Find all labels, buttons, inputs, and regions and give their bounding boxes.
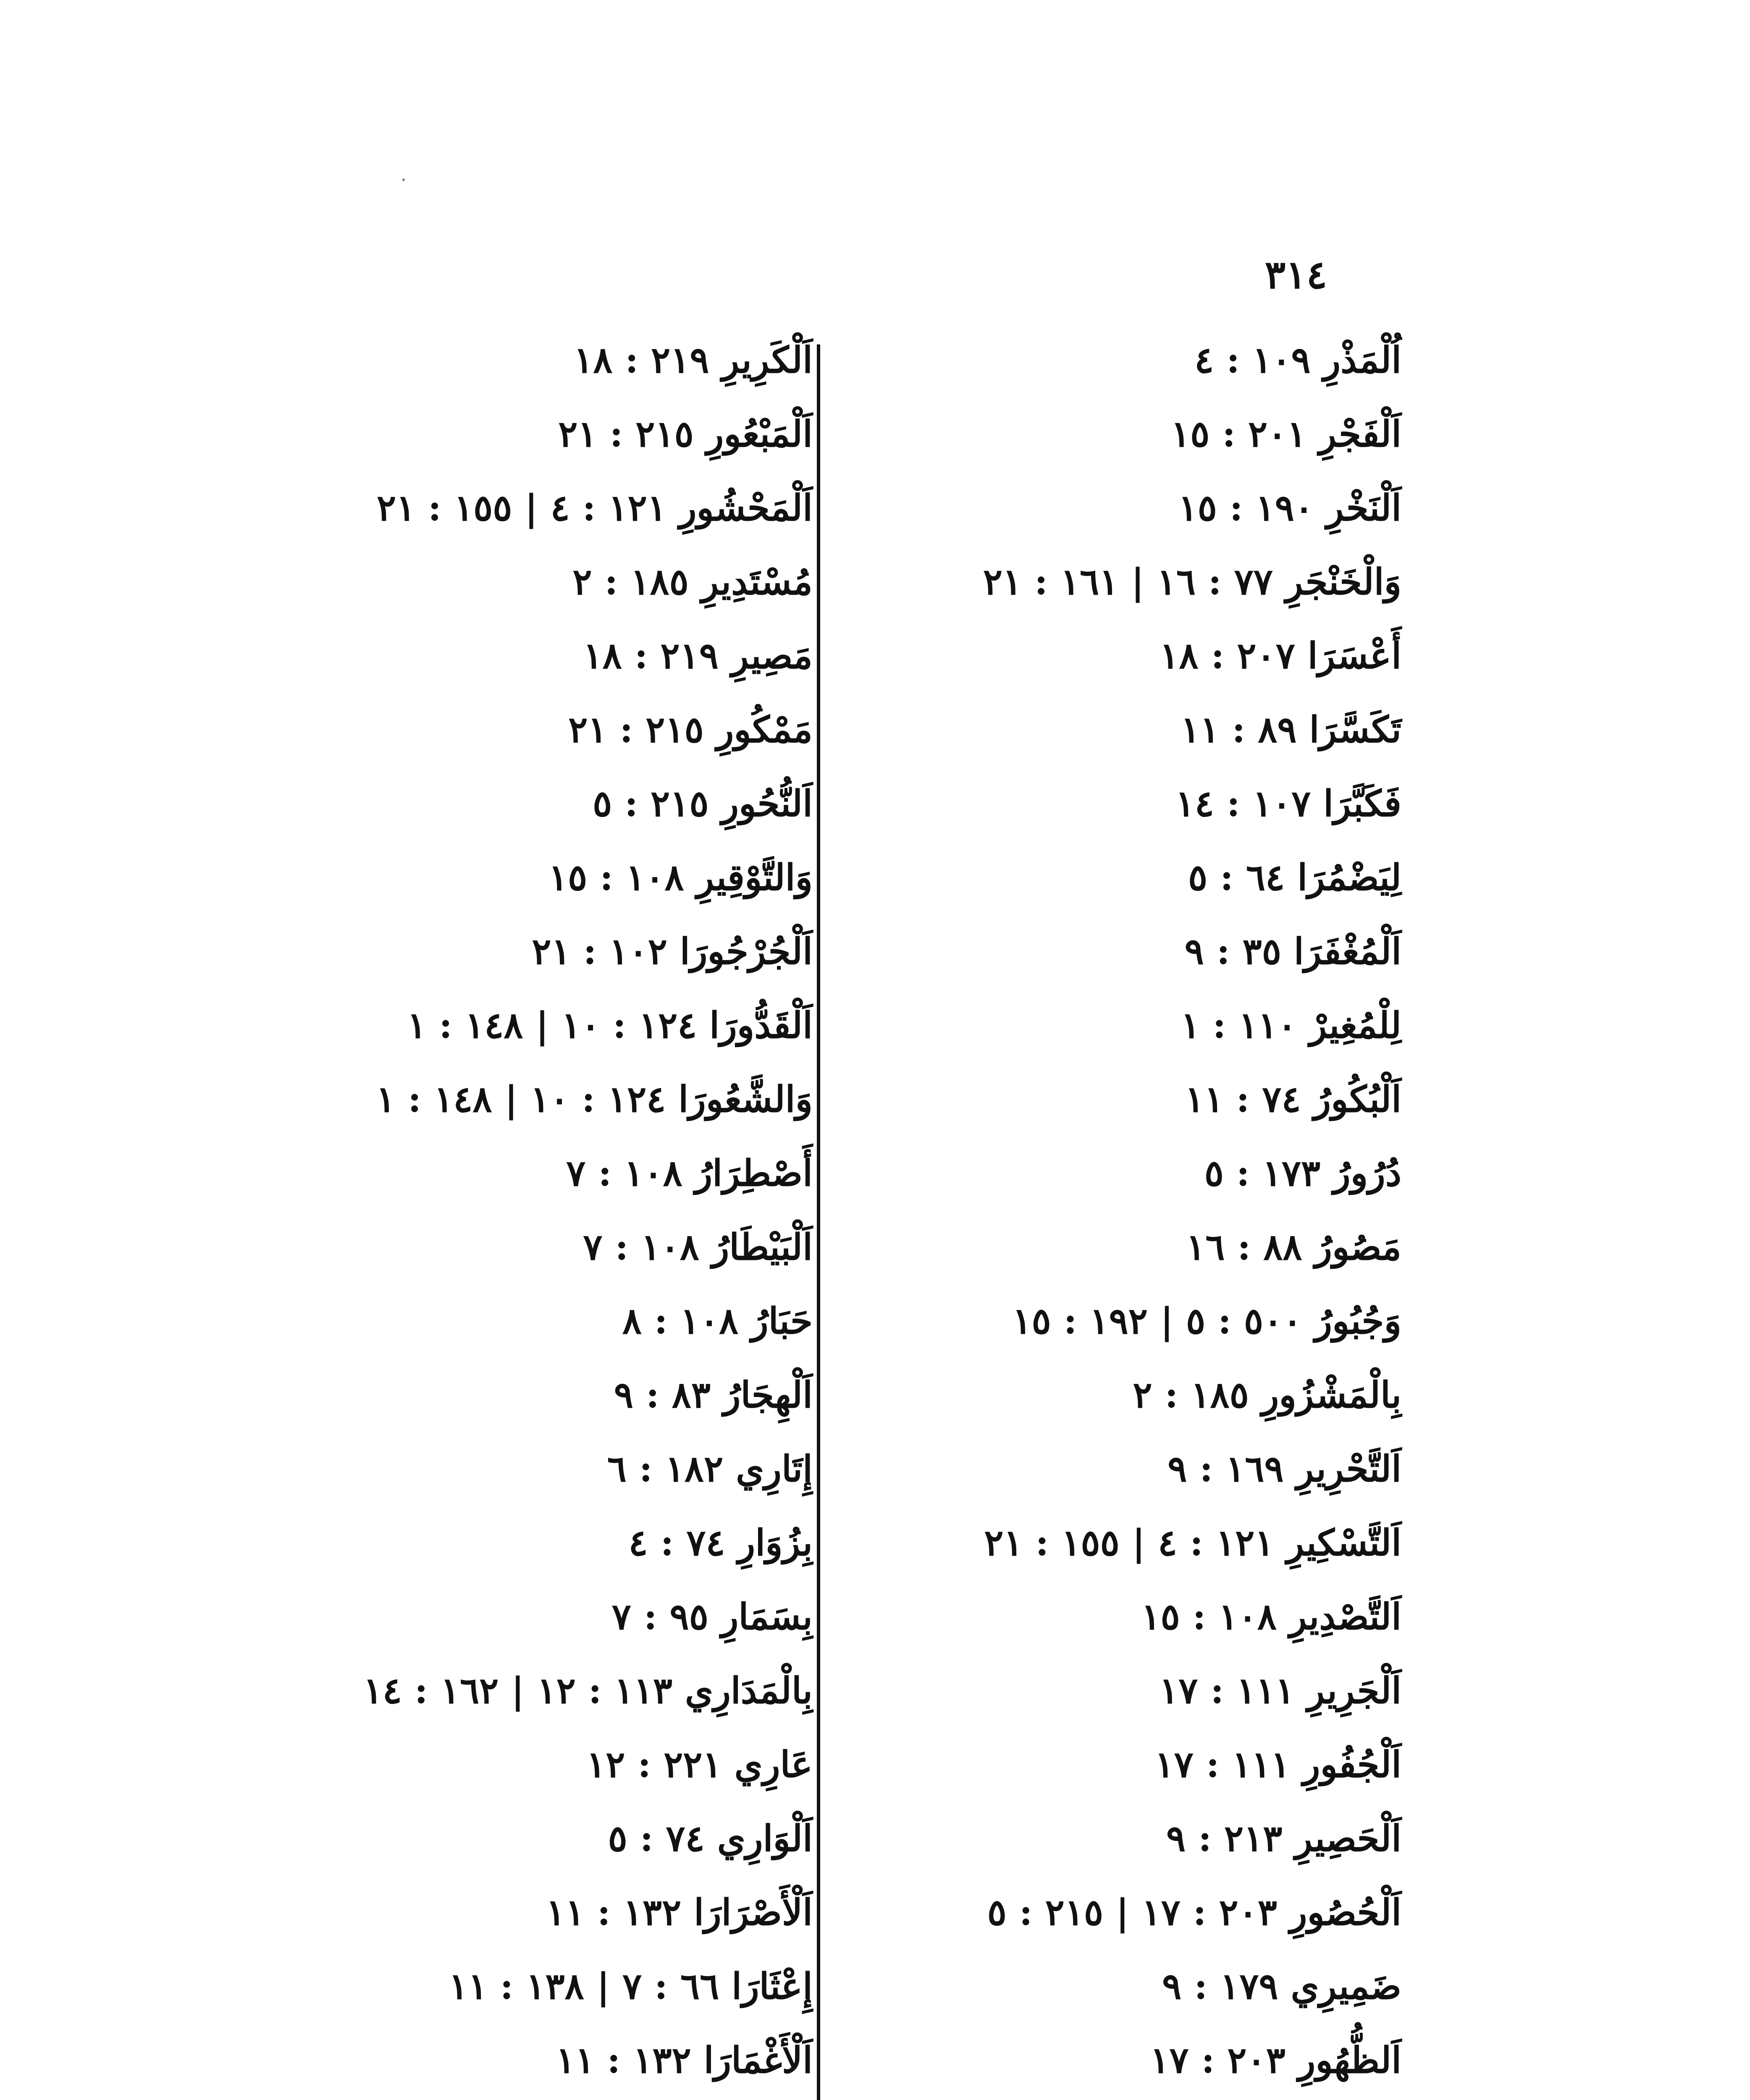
column-divider — [817, 344, 820, 2100]
index-entry: ضَمِيرِي ١٧٩ : ٩ — [1162, 1965, 1401, 2008]
index-entry: بِالْمَدَارِي ١١٣ : ١٢ | ١٦٢ : ١٤ — [363, 1670, 813, 1712]
index-entry: اَلْفَجْرِ ٢٠١ : ١٥ — [1170, 413, 1401, 455]
index-entry: اَلْمُغْفَرَا ٣٥ : ٩ — [1184, 930, 1401, 973]
index-entry: فَكَبَّرَا ١٠٧ : ١٤ — [1175, 782, 1401, 825]
index-entry: اَلنُّحُورِ ٢١٥ : ٥ — [593, 782, 813, 825]
index-entry: اَلْوَارِي ٧٤ : ٥ — [608, 1817, 813, 1860]
index-entry: حَبَارُ ١٠٨ : ٨ — [622, 1300, 813, 1342]
index-entry: اَلْحُصُورِ ٢٠٣ : ١٧ | ٢١٥ : ٥ — [987, 1891, 1401, 1934]
index-entry: اَلْأَصْرَارَا ١٣٢ : ١١ — [546, 1891, 813, 1934]
index-entry: اَلْنَخْرِ ١٩٠ : ١٥ — [1178, 487, 1401, 529]
index-entry: اَلْمَحْشُورِ ١٢١ : ٤ | ١٥٥ : ٢١ — [376, 487, 813, 529]
index-entry: بِسَمَارِ ٩٥ : ٧ — [611, 1596, 813, 1638]
index-entry: وَالشَّعُورَا ١٢٤ : ١٠ | ١٤٨ : ١ — [376, 1078, 813, 1121]
index-entry: اَلتَّحْرِيرِ ١٦٩ : ٩ — [1168, 1448, 1401, 1490]
index-entry: اَلْهِجَارُ ٨٣ : ٩ — [614, 1374, 813, 1416]
index-entry: مَصُورُ ٨٨ : ١٦ — [1186, 1226, 1401, 1268]
index-entry: اَلْجُفُورِ ١١١ : ١٧ — [1154, 1743, 1401, 1786]
index-entry: عَارِي ٢٢١ : ١٢ — [586, 1743, 813, 1786]
index-entry: مَمْكُورِ ٢١٥ : ٢١ — [568, 709, 813, 751]
index-entry: إِتَارِي ١٨٢ : ٦ — [607, 1448, 813, 1490]
index-entry: اَلْجُرْجُورَا ١٠٢ : ٢١ — [532, 930, 813, 973]
index-entry: اَلظُّهُورِ ٢٠٣ : ١٧ — [1150, 2039, 1401, 2082]
index-entry: اَلْأَغْمَارَا ١٣٢ : ١١ — [556, 2039, 813, 2082]
index-entry: أَصْطِرَارُ ١٠٨ : ٧ — [566, 1152, 813, 1194]
index-entry: اَلتَّسْكِيرِ ١٢١ : ٤ | ١٥٥ : ٢١ — [984, 1522, 1401, 1564]
index-entry: وَالْخَنْجَرِ ٧٧ : ١٦ | ١٦١ : ٢١ — [983, 561, 1401, 603]
page-number: ٣١٤ — [1265, 252, 1327, 297]
index-entry — [157, 2097, 813, 2100]
index-entry: مُسْتَدِيرِ ١٨٥ : ٢ — [572, 561, 813, 603]
index-entry: مَصِيرِ ٢١٩ : ١٨ — [583, 635, 813, 677]
index-entry: لِلْمُغِيرْ ١١٠ : ١ — [1181, 1004, 1401, 1047]
index-entry: اَلْبُكُورُ ٧٤ : ١١ — [1185, 1078, 1401, 1121]
index-entry: بِالْمَشْزُورِ ١٨٥ : ٢ — [1133, 1374, 1401, 1416]
index-entry: وَجُبُورُ ٥٠٠ : ٥ | ١٩٢ : ١٥ — [1012, 1300, 1401, 1342]
stray-dot — [402, 178, 405, 181]
index-entry: إِعْثَارَا ٦٦ : ٧ | ١٣٨ : ١١ — [449, 1965, 813, 2008]
index-entry: اُلْمَذْرِ ١٠٩ : ٤ — [1194, 339, 1401, 381]
index-entry: اَلْجَرِيرِ ١١١ : ١٧ — [1159, 1670, 1401, 1712]
index-entry: وَالتَّوْقِيرِ ١٠٨ : ١٥ — [548, 856, 813, 899]
index-entry — [738, 2097, 1401, 2100]
index-entry: أَعْسَرَا ٢٠٧ : ١٨ — [1160, 635, 1401, 677]
index-entry: اَلْمَبْعُورِ ٢١٥ : ٢١ — [558, 413, 813, 455]
index-entry: اَلتَّصْدِيرِ ١٠٨ : ١٥ — [1141, 1596, 1401, 1638]
index-entry: اَلْبَيْطَارُ ١٠٨ : ٧ — [583, 1226, 813, 1268]
index-entry: اَلْكَرِيرِ ٢١٩ : ١٨ — [574, 339, 813, 381]
index-entry: تَكَسَّرَا ٨٩ : ١١ — [1181, 709, 1401, 751]
index-column-right — [738, 323, 1401, 2100]
index-entry: اَلْحَصِيرِ ٢١٣ : ٩ — [1166, 1817, 1401, 1860]
index-column-left — [157, 323, 813, 2100]
index-entry: اَلْقَدُّورَا ١٢٤ : ١٠ | ١٤٨ : ١ — [407, 1004, 813, 1047]
index-entry: لِيَضْمُرَا ٦٤ : ٥ — [1188, 856, 1401, 899]
index-entry: بِزُوَارِ ٧٤ : ٤ — [628, 1522, 813, 1564]
index-entry: دُرُورُ ١٧٣ : ٥ — [1204, 1152, 1401, 1194]
